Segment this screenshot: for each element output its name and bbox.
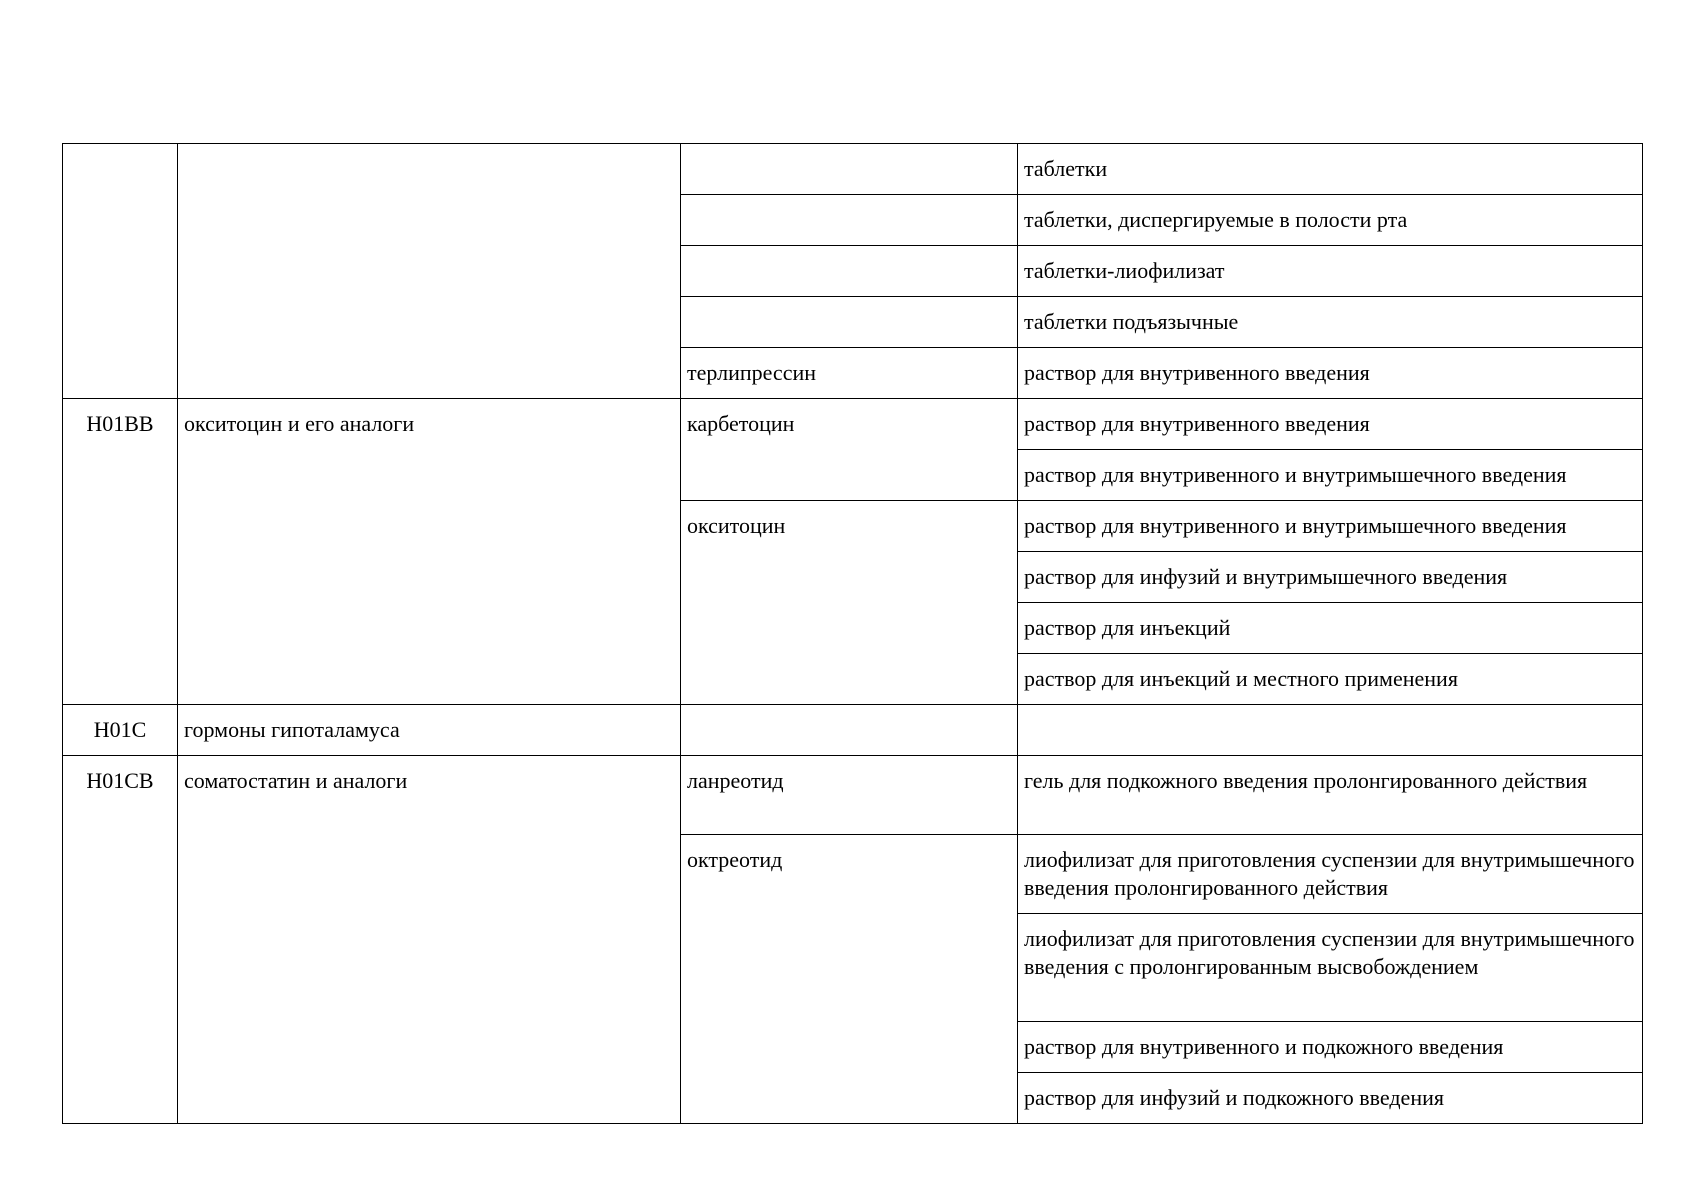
table-row bbox=[63, 144, 1643, 195]
table-row bbox=[63, 399, 1643, 450]
atc-code-cell: H01CB bbox=[63, 756, 178, 1124]
group-name-cell: соматостатин и аналоги bbox=[178, 756, 681, 1124]
dosage-form-cell bbox=[1018, 705, 1643, 756]
dosage-form-cell: раствор для инфузий и подкожного введения bbox=[1018, 1073, 1643, 1124]
dosage-form-cell: раствор для инъекций и местного применения bbox=[1018, 654, 1643, 705]
dosage-form-cell: таблетки, диспергируемые в полости рта bbox=[1018, 195, 1643, 246]
dosage-form-cell: таблетки bbox=[1018, 144, 1643, 195]
group-name-cell: окситоцин и его аналоги bbox=[178, 399, 681, 705]
dosage-form-cell: таблетки подъязычные bbox=[1018, 297, 1643, 348]
substance-cell bbox=[681, 195, 1018, 246]
substance-cell: октреотид bbox=[681, 835, 1018, 1124]
dosage-form-cell: лиофилизат для приготовления суспензии для внутримышечного введения с пролонгированным высвобождением bbox=[1018, 914, 1643, 1022]
atc-code-cell bbox=[63, 144, 178, 399]
dosage-form-cell: раствор для внутривенного введения bbox=[1018, 348, 1643, 399]
substance-cell: ланреотид bbox=[681, 756, 1018, 835]
substance-cell: окситоцин bbox=[681, 501, 1018, 705]
table-row bbox=[63, 705, 1643, 756]
table-row bbox=[63, 756, 1643, 835]
group-name-cell: гормоны гипоталамуса bbox=[178, 705, 681, 756]
substance-cell bbox=[681, 297, 1018, 348]
dosage-form-cell: раствор для внутривенного и внутримышечного введения bbox=[1018, 501, 1643, 552]
atc-code-cell: H01BB bbox=[63, 399, 178, 705]
dosage-form-cell: раствор для инъекций bbox=[1018, 603, 1643, 654]
substance-cell bbox=[681, 246, 1018, 297]
group-name-cell bbox=[178, 144, 681, 399]
dosage-form-cell: раствор для внутривенного и подкожного введения bbox=[1018, 1022, 1643, 1073]
substance-cell bbox=[681, 705, 1018, 756]
dosage-form-cell: лиофилизат для приготовления суспензии для внутримышечного введения пролонгированного действия bbox=[1018, 835, 1643, 914]
dosage-form-cell: раствор для внутривенного введения bbox=[1018, 399, 1643, 450]
dosage-form-cell: таблетки-лиофилизат bbox=[1018, 246, 1643, 297]
atc-code-cell: H01C bbox=[63, 705, 178, 756]
drug-table bbox=[62, 143, 1643, 1124]
dosage-form-cell: раствор для инфузий и внутримышечного введения bbox=[1018, 552, 1643, 603]
dosage-form-cell: гель для подкожного введения пролонгированного действия bbox=[1018, 756, 1643, 835]
substance-cell: терлипрессин bbox=[681, 348, 1018, 399]
substance-cell: карбетоцин bbox=[681, 399, 1018, 501]
substance-cell bbox=[681, 144, 1018, 195]
dosage-form-cell: раствор для внутривенного и внутримышечного введения bbox=[1018, 450, 1643, 501]
